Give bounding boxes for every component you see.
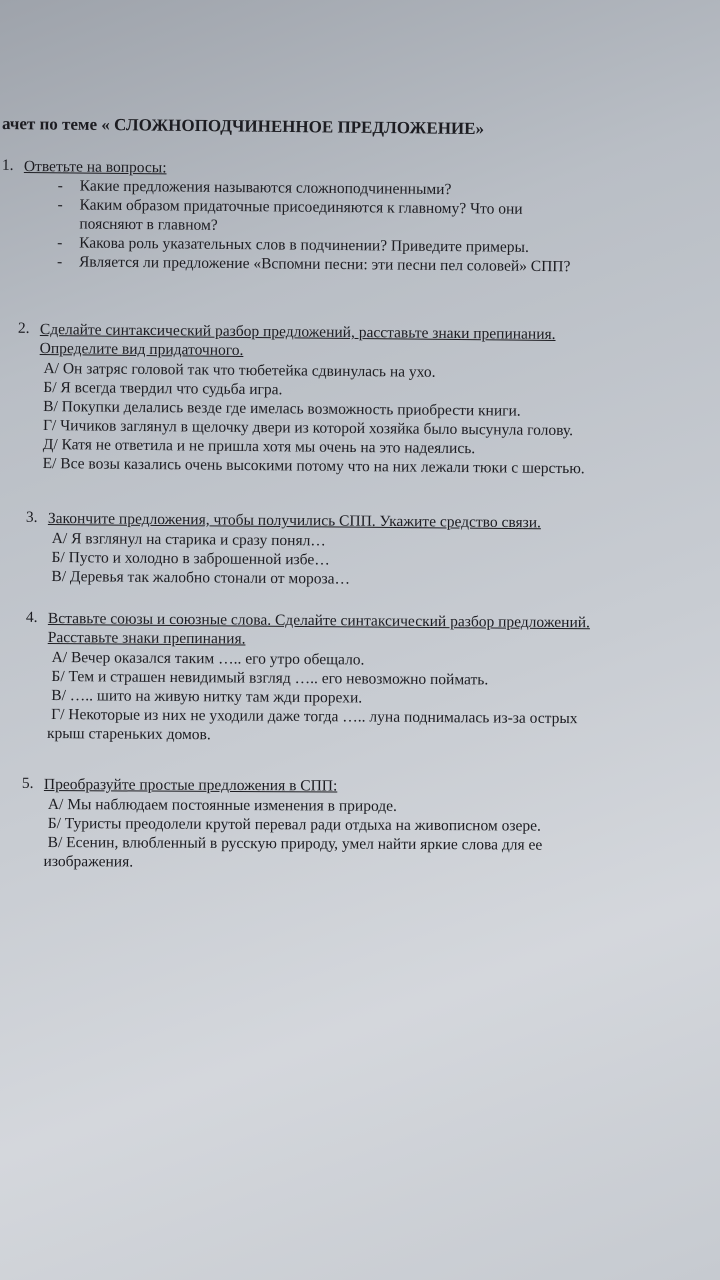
list-item	[47, 705, 589, 747]
section-3	[25, 508, 542, 590]
list-item-text: Какова роль указательных слов в подчинении? Приведите примеры.	[79, 234, 529, 256]
section-1	[1, 156, 571, 276]
section-2	[17, 319, 587, 478]
section-number: 1.	[1, 156, 14, 174]
section-number: 2.	[17, 319, 30, 337]
list-item-text: Какие предложения называются сложноподчиненными?	[79, 177, 452, 199]
section-heading-line: Вставьте союзы и союзные слова. Сделайте синтаксический разбор предложений.	[47, 609, 591, 632]
list-item: В/ Деревья так жалобно стонали от мороза…	[51, 568, 351, 588]
list-item-text: В/ Есенин, влюбленный в русскую природу, умел найти яркие слова для ее	[47, 834, 543, 854]
list-item-continuation: крыш стареньких домов.	[46, 724, 211, 744]
list-item: В/ Покупки делались везде где имелась возможность приобрести книги.	[43, 398, 521, 420]
section-heading-line: Ответьте на вопросы:	[23, 157, 167, 177]
dash-marker: -	[56, 253, 63, 271]
section-5	[21, 774, 543, 874]
dash-marker: -	[57, 196, 63, 214]
list-item-continuation: поясняют в главном?	[79, 215, 218, 234]
list-item-text: А/ Вечер оказался таким ….. его утро обещало.	[51, 649, 365, 669]
section-number: 4.	[25, 608, 38, 626]
list-item	[44, 795, 543, 817]
list-item-text: Г/ Некоторые из них не уходили даже тогда ….. луна поднималась из-за острых	[51, 706, 578, 728]
section-number: 5.	[21, 774, 34, 792]
document-title: ачет по теме « СЛОЖНОПОДЧИНЕННОЕ ПРЕДЛОЖЕНИЕ»	[1, 114, 485, 139]
list-item-text: Б/ Туристы преодолели крутой перевал ради отдыха на живописном озере.	[47, 815, 541, 835]
section-heading	[21, 774, 543, 797]
list-item-text: В/ ….. шито на живую нитку там жди прорехи.	[51, 687, 363, 707]
list-item: Е/ Все возы казались очень высокими потому что на них лежали тюки с шерстью.	[42, 455, 585, 478]
list-item-text: Каким образом придаточные присоединяются к главному? Что они	[79, 196, 523, 218]
list-item: Г/ Чичиков заглянул в щелочку двери из которой хозяйка было высунула голову.	[42, 417, 574, 440]
section-heading	[25, 608, 591, 651]
sentence-list	[47, 648, 590, 747]
sentence-list	[39, 359, 586, 478]
section-heading-line: Преобразуйте простые предложения в СПП:	[43, 776, 338, 795]
list-item-text: А/ Мы наблюдаем постоянные изменения в природе.	[47, 796, 397, 815]
list-item	[44, 814, 543, 836]
dash-marker: -	[57, 177, 63, 195]
list-item: Б/ Пусто и холодно в заброшенной избе…	[51, 549, 330, 569]
list-item: А/ Я взглянул на старика и сразу понял…	[51, 530, 326, 550]
sentence-list	[47, 529, 541, 590]
section-heading	[17, 319, 586, 363]
list-item	[23, 195, 571, 238]
list-item-continuation: изображения.	[43, 852, 134, 871]
list-item: А/ Он затряс головой так что тюбетейка сдвинулась на ухо.	[43, 360, 436, 381]
section-heading-line: Расставьте знаки препинания.	[47, 628, 246, 648]
list-item: Д/ Катя не ответила и не пришла хотя мы очень на это надеялись.	[42, 436, 476, 458]
section-heading-line: Закончите предложения, чтобы получились СПП. Укажите средство связи.	[47, 509, 542, 532]
section-heading-line: Определите вид придаточного.	[39, 339, 244, 359]
list-item-text: Является ли предложение «Вспомни песни: эти песни пел соловей» СПП?	[78, 253, 571, 276]
list-item	[43, 833, 542, 874]
list-item-text: Б/ Тем и страшен невидимый взгляд ….. его невозможно поймать.	[51, 668, 489, 689]
list-item: Б/ Я всегда твердил что судьба игра.	[43, 379, 283, 399]
section-number: 3.	[25, 508, 38, 526]
section-heading-line: Сделайте синтаксический разбор предложений, расставьте знаки препинания.	[39, 320, 556, 343]
section-4	[25, 608, 591, 747]
dash-marker: -	[57, 234, 63, 252]
question-list	[23, 176, 571, 276]
sentence-list	[43, 795, 542, 874]
list-item	[23, 252, 571, 276]
